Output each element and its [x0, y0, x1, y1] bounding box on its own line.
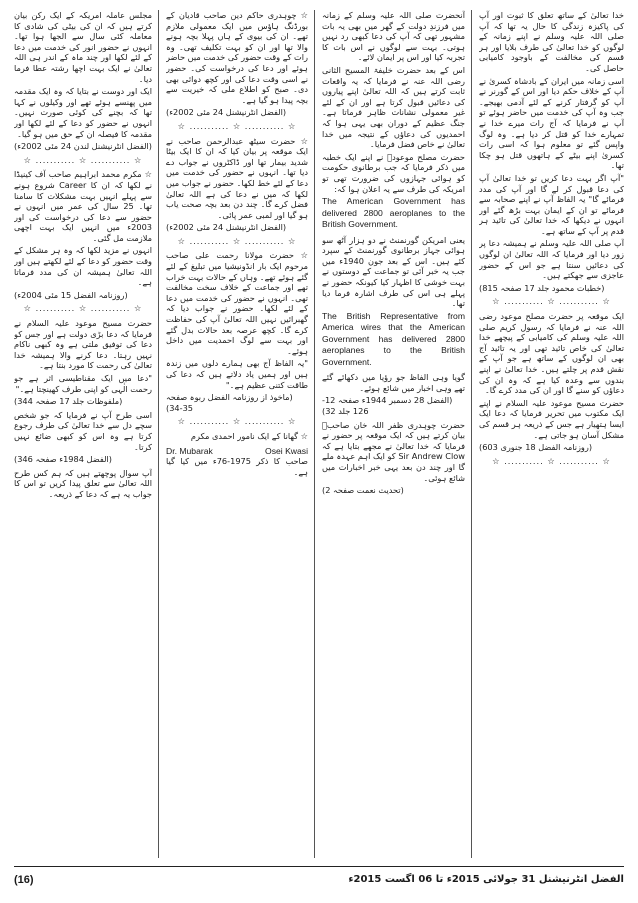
issue-line: الفضل انٹرنیشنل 31 جولائی 2015ء تا 06 اگست 2015ء — [348, 874, 624, 885]
paragraph: ☆ گھانا کے ایک نامور احمدی مکرم — [190, 430, 308, 441]
citation: (تحدیث نعمت صفحہ 2) — [322, 485, 404, 496]
citation: (الفضل انٹرنیشنل لندن 24 مئی 2002ء) — [14, 141, 152, 152]
paragraph: حضرت چوہدری ظفر اللہ خان صاحبؓ بیان کرتے ہیں کہ ایک موقعہ پر حضور نے فرمایا کہ خدا تعالیٰ نے مجھے بتایا ہے کہ Sir Andrew Clow کو ایک اہم عہدہ ملے گا اور چند دن بعد یہی خبر اخبارات میں شائع ہوئی۔ — [322, 419, 465, 483]
paragraph: ☆ مکرم محمد ابراہیم صاحب آف کینیڈا نے لکھا کہ ان کا Career شروع ہونے سے پہلے انہیں بہت مشکلات کا سامنا تھا۔ 25 سال کی عمر میں انہوں نے حضور سے دعا کی درخواست کی اور 2003ء میں انہیں ایک بہت اچھی ملازمت مل گئی۔ — [14, 169, 152, 243]
paragraph: حضرت مصلح موعودؓ نے اپنے ایک خطبہ میں ذکر فرمایا کہ جب برطانوی حکومت کو ہوائی جہازوں کی ضرورت تھی تو امریکہ کی طرف سے یہ اعلان ہوا کہ: — [322, 151, 465, 194]
paragraph: اسی زمانہ میں ایران کے بادشاہ کسریٰ نے آپ کے خلاف حکم دیا اور اس کے گورنر نے آپ کو گرفتار کرنے کے لئے آدمی بھیجے۔ جب وہ آپ کی خدمت میں حاضر ہوئے تو آپ نے فرمایا کہ آج رات میرے خدا نے تمہارے خدا کو قتل کر دیا ہے۔ وہ لوگ واپس گئے تو معلوم ہوا کہ اسی رات کسریٰ اپنے بیٹے کے ہاتھوں قتل ہو چکا تھا۔ — [479, 75, 624, 171]
column-4 — [14, 10, 152, 858]
paragraph: آپ صلی اللہ علیہ وسلم نے ہمیشہ دعا پر زور دیا اور فرمایا کہ اللہ تعالیٰ ان لوگوں کی دعائیں سنتا ہے جو اس کے حضور عاجزی سے جھکتے ہیں۔ — [479, 238, 624, 281]
paragraph: صاحب کا ذکر 1975-76ء میں کیا گیا ہے۔ — [166, 456, 308, 477]
citation: (خطبات محمود جلد 17 صفحہ 815) — [479, 282, 605, 293]
paragraph: خدا تعالیٰ کے ساتھ تعلق کا ثبوت اور آپ کی پاکیزہ زندگی کا حال یہ تھا کہ آپ صلی اللہ علیہ وسلم نے اپنے زمانہ کے لوگوں کو خدا تعالیٰ کی طرف بلایا اور ہر قسم کی مخالفت کے باوجود کامیابی حاصل کی۔ — [479, 10, 624, 73]
english-quote: The American Government has delivered 2800 aeroplanes to the British Government. — [322, 196, 465, 230]
citation: (الفضل انٹرنیشنل 24 مئی 2002ء) — [166, 222, 287, 233]
paragraph: آپ سوال پوچھتے ہیں کہ ہم کس طرح اللہ تعالیٰ سے تعلق پیدا کریں تو اس کا جواب یہ ہے کہ دعا کے ذریعہ۔ — [14, 467, 152, 499]
citation: (الفضل انٹرنیشنل 24 مئی 2002ء) — [166, 107, 287, 118]
citation: (ملفوظات جلد 17 صفحہ 344) — [14, 396, 123, 407]
paragraph: "آپ اگر بہت دعا کریں تو خدا تعالیٰ آپ کی دعا قبول کر لے گا اور آپ کی مدد فرمائے گا" یہ الفاظ آپ نے اپنے صحابہ سے فرمائے تو ان کے ایمان بہت بڑھ گئے اور انہوں نے دیکھا کہ خدا تعالیٰ کی تائید ہر قدم پر آپ کے ساتھ ہے۔ — [479, 172, 624, 236]
page-number: (16) — [14, 874, 34, 886]
section-separator: ☆ ........... ☆ ........... ☆ — [177, 120, 297, 131]
paragraph: ایک موقعہ پر حضرت مصلح موعود رضی اللہ عنہ نے فرمایا کہ رسول کریم صلی اللہ علیہ وسلم کی کامیابی کے پیچھے خدا تعالیٰ کی خاص تائید تھی اور یہ تائید آج بھی ان لوگوں کے ساتھ ہے جو آپ کے نقش قدم پر چلتے ہیں۔ خدا تعالیٰ نے اپنے بندوں سے وعدہ کیا ہے کہ وہ ان کی دعاؤں کو سنے گا اور ان کی مدد کرے گا۔ — [479, 311, 624, 396]
citation: (ماخوذ از روزنامہ الفضل ربوہ صفحہ 35-34) — [166, 392, 293, 413]
paragraph: گویا وہی الفاظ جو رؤیا میں دکھائے گئے تھے وہی اخبار میں شائع ہوئے۔ — [322, 372, 465, 393]
paragraph: انہوں نے مزید لکھا کہ وہ ہر مشکل کے وقت حضور کو دعا کے لئے لکھتے ہیں اور اللہ تعالیٰ ہمیشہ ان کی مدد فرماتا ہے۔ — [14, 245, 152, 288]
column-2 — [322, 10, 465, 858]
section-separator: ☆ ........... ☆ ........... ☆ — [23, 154, 143, 165]
paragraph: مجلس عاملہ امریکہ کے ایک رکن بیان کرتے ہیں کہ ان کی بیٹی کی شادی کا معاملہ کئی سال سے الجھا ہوا تھا۔ انہوں نے حضور انور کی خدمت میں دعا کے لئے لکھا اور چند ماہ کے اندر ہی اللہ تعالیٰ نے ایک بہت اچھا رشتہ عطا فرما دیا۔ — [14, 10, 152, 84]
name-left: Dr. Mubarak — [166, 445, 213, 456]
paragraph: آنحضرت صلی اللہ علیہ وسلم کے زمانہ میں فرزندِ دولت کے گھر میں بھی یہ بات مشہور تھی کہ آپ کی دعا کبھی رد نہیں ہوتی۔ بہت سے لوگوں نے اس بات کا تجربہ کیا اور اس پر ایمان لائے۔ — [322, 10, 465, 63]
section-separator: ☆ ........... ☆ ........... ☆ — [177, 235, 297, 246]
paragraph: "یہ الفاظ آج بھی ہمارے دلوں میں زندہ ہیں اور ہمیں یاد دلاتے ہیں کہ دعا کی طاقت کتنی عظیم ہے۔" — [166, 358, 308, 390]
section-separator: ☆ ........... ☆ ........... ☆ — [492, 455, 611, 466]
column-divider — [158, 10, 159, 858]
paragraph: ☆ حضرت سیٹھ عبدالرحمن صاحب نے ایک موقعہ پر بیان کیا کہ ان کا ایک بیٹا شدید بیمار تھا اور ڈاکٹروں نے جواب دے دیا تھا۔ انہوں نے حضور کی خدمت میں دعا کے لئے خط لکھا۔ حضور نے جواب میں لکھا کہ میں نے دعا کی ہے اللہ تعالیٰ فضل کرے گا۔ چند دن بعد بچہ صحت یاب ہو گیا اور لمبی عمر پائی۔ — [166, 135, 308, 220]
section-separator: ☆ ........... ☆ ........... ☆ — [492, 296, 611, 307]
paragraph: "دعا میں ایک مقناطیسی اثر ہے جو رحمت الٰہی کو اپنی طرف کھینچتا ہے۔" — [14, 373, 152, 394]
citation: (روزنامہ الفضل 18 جنوری 603) — [479, 442, 593, 453]
paragraph: حضرت مسیح موعود علیہ السلام نے فرمایا کہ دعا بڑی دولت ہے اور جس کو دعا کی توفیق ملتی ہے وہ کبھی ناکام نہیں رہتا۔ دعا کرنے والا ہمیشہ خدا تعالیٰ کی رحمت کا مورد بنتا ہے۔ — [14, 318, 152, 371]
paragraph: حضرت مسیح موعود علیہ السلام نے اپنے ایک مکتوب میں تحریر فرمایا کہ دعا ایک ایسا ہتھیار ہے جس کے ذریعہ ہر قسم کی مشکل آسان ہو جاتی ہے۔ — [479, 397, 624, 440]
newspaper-page — [14, 10, 624, 858]
citation: (الفضل 28 دسمبر 1944ء صفحہ 12-126 جلد 32) — [322, 395, 453, 417]
english-quote: The British Representative from America wires that the American Government has delivered 2800 aeroplanes to the British Government. — [322, 310, 465, 367]
section-separator: ☆ ........... ☆ ........... ☆ — [177, 416, 297, 427]
name-right: Osei Kwasi — [265, 445, 308, 456]
column-divider — [471, 10, 472, 858]
citation: (الفضل 1984ء صفحہ 346) — [14, 454, 112, 465]
citation: (روزنامہ الفضل 15 مئی 2004ء) — [14, 289, 128, 300]
column-1 — [479, 10, 624, 858]
paragraph: اسی طرح آپ نے فرمایا کہ جو شخص سچے دل سے خدا تعالیٰ کی طرف رجوع کرتا ہے وہ اس کو کبھی ضائع نہیں کرتا۔ — [14, 409, 152, 452]
page-footer — [14, 874, 624, 894]
english-names — [166, 446, 308, 457]
paragraph: ☆ حضرت مولانا رحمت علی صاحب مرحوم ایک بار انڈونیشیا میں تبلیغ کے لئے گئے ہوئے تھے۔ وہاں کے حالات بہت خراب تھے اور جماعت کے خلاف سخت مخالفت تھی۔ انہوں نے حضور کی خدمت میں دعا کے لئے لکھا۔ حضور نے جواب دیا کہ گھبرائیں نہیں اللہ تعالیٰ آپ کی حفاظت کرے گا۔ کچھ عرصہ بعد حالات بدل گئے اور بہت سے لوگ احمدیت میں داخل ہوئے۔ — [166, 250, 308, 356]
footer-rule — [14, 866, 624, 867]
column-3 — [166, 10, 308, 858]
paragraph: ایک اور دوست نے بتایا کہ وہ ایک مقدمہ میں پھنسے ہوئے تھے اور وکیلوں نے کہا تھا کہ بچنے کی کوئی صورت نہیں۔ انہوں نے حضور کو دعا کے لئے لکھا اور مقدمہ کا فیصلہ ان کے حق میں ہو گیا۔ — [14, 86, 152, 139]
paragraph: ☆ چوہدری حاکم دین صاحب قادیان کے بورڈنگ ہاؤس میں ایک معمولی ملازم تھے۔ ان کی بیوی کے ہاں پہلا بچہ ہونے والا تھا اور ان کو بہت تکلیف تھی۔ وہ رات کے وقت حضور کی خدمت میں حاضر ہوئے اور دعا کی درخواست کی۔ حضور نے اسی وقت دعا کی اور کچھ دوائی بھی دی۔ صبح کو اطلاع ملی کہ خیریت سے بچہ پیدا ہو گیا ہے۔ — [166, 10, 308, 105]
column-divider — [314, 10, 315, 858]
section-separator: ☆ ........... ☆ ........... ☆ — [23, 303, 143, 314]
paragraph: اس کے بعد حضرت خلیفۃ المسیح الثانی رضی اللہ عنہ نے فرمایا کہ یہ واقعات ثابت کرتے ہیں کہ اللہ تعالیٰ اپنے پیاروں کی دعائیں قبول کرتا ہے اور ان کے لئے غیر معمولی نشانات ظاہر فرماتا ہے۔ جنگ عظیم کے دوران بھی یہی ہوا کہ احمدیوں کی دعاؤں کے نتیجہ میں خدا تعالیٰ نے خاص فضل فرمایا۔ — [322, 64, 465, 150]
paragraph: یعنی امریکن گورنمنٹ نے دو ہزار آٹھ سو ہوائی جہاز برطانوی گورنمنٹ کے سپرد کئے ہیں۔ اس کے بعد جون 1940ء میں جب یہ خبر آئی تو جماعت کے دوستوں نے بہت خوشی کا اظہار کیا کیونکہ حضور نے پہلے ہی اس کی طرف اشارہ فرما دیا تھا۔ — [322, 234, 465, 309]
